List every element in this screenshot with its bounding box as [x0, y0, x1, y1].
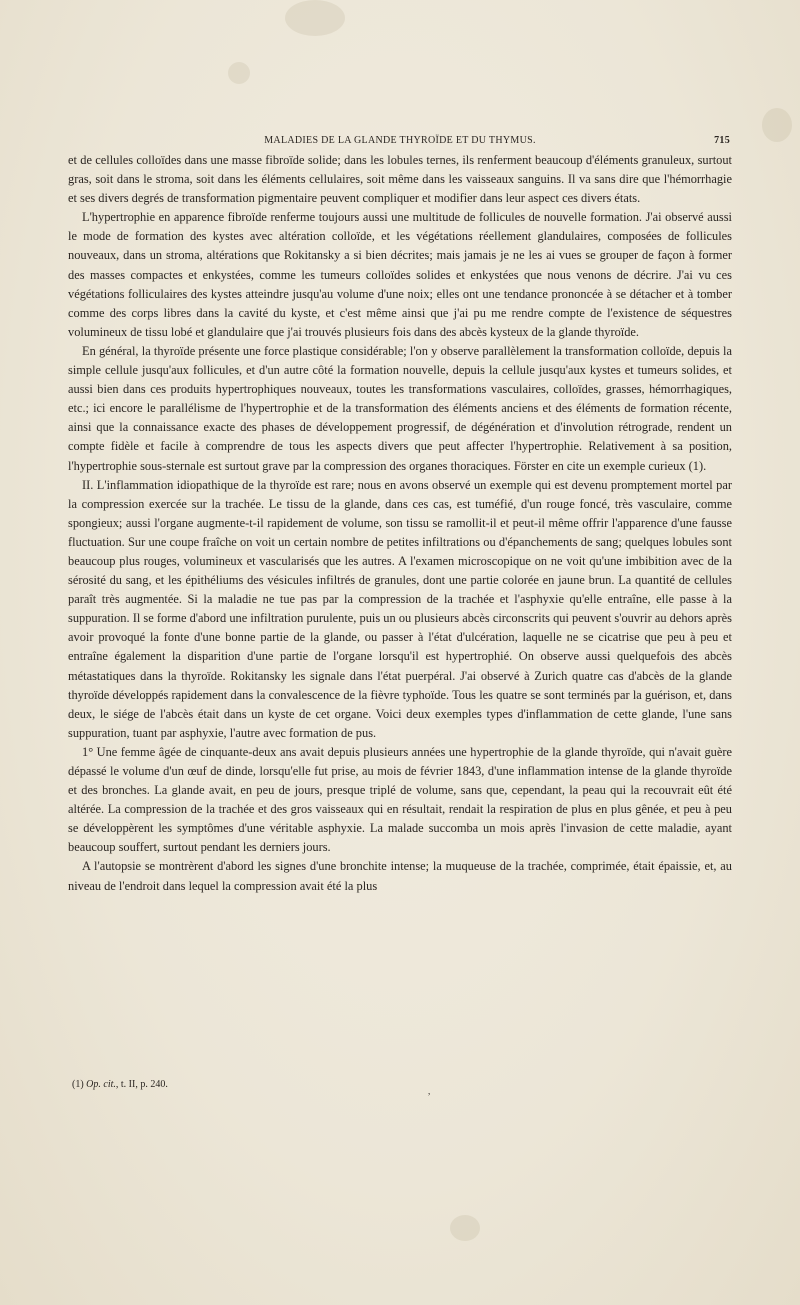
running-title: MALADIES DE LA GLANDE THYROÏDE ET DU THYMUS. — [264, 135, 536, 146]
paragraph: 1° Une femme âgée de cinquante-deux ans avait depuis plusieurs années une hypertrophie de la glande thyroïde, qui n'avait guère dépassé le volume d'un œuf de dinde, lorsqu'elle fut prise, au mois de février 1843, d'une inflammation intense de la glande thyroïde et des bronches. La glande avait, en peu de jours, presque triplé de volume, sans que, cependant, la peau qui la recouvrait eût été altérée. La compression de la trachée et des gros vaisseaux qui en résultait, rendait la respiration de plus en plus gênée, et peu à peu se développèrent les symptômes d'une véritable asphyxie. La malade succomba un mois après l'invasion de cette maladie, ayant beaucoup souffert, surtout pendant les derniers jours. — [68, 744, 732, 855]
paper-stain — [285, 0, 345, 36]
paper-stain — [228, 62, 250, 84]
footnote-number: (1) — [72, 1079, 84, 1090]
paragraph: En général, la thyroïde présente une force plastique considérable; l'on y observe parallèlement la transformation colloïde, depuis la simple cellule jusqu'aux follicules, et d'un autre côté la formation nouvelle, depuis la cellule jusqu'aux kystes et tumeurs solides, et aussi bien dans ces produits hypertrophiques nouveaux, toutes les transformations vasculaires, colloïdes, grasses, hémorrhagiques, etc.; ici encore le parallélisme de l'hypertrophie et de la transformation des éléments anciens et des éléments de formation récente, ainsi que la connaissance exacte des phases de développement progressif, de dégénération et d'involution rétrograde, rendent un compte fidèle et facile à comprendre de tous les aspects divers que peut affecter l'hypertrophie. Relativement à sa position, l'hypertrophie sous-sternale est surtout grave par la compression des organes thoraciques. Förster en cite un exemple curieux (1). — [68, 343, 732, 473]
page-number: 715 — [714, 135, 730, 146]
paragraph: L'hypertrophie en apparence fibroïde renferme toujours aussi une multitude de follicules de nouvelle formation. J'ai observé aussi le mode de formation des kystes avec altération colloïde, et les végétations réellement glandulaires, composées de follicules nouveaux, dans un stroma, altérations que Rokitansky a si bien décrites; mais jamais je ne les ai vues se grouper de façon à former des masses compactes et enkystées, comme les tumeurs colloïdes solides et enkystées que nous venons de décrire. J'ai vu ces végétations folliculaires des kystes atteindre jusqu'au volume d'une noix; elles ont une tendance prononcée à se détacher et à tomber comme des corps libres dans la cavité du kyste, et c'est même ainsi que j'ai pu me rendre compte de l'existence de séquestres volumineux de tissu lobé et glandulaire que j'ai trouvés plusieurs fois dans des abcès kysteux de la glande thyroïde. — [68, 210, 732, 339]
stray-mark: , — [428, 1086, 431, 1096]
paper-stain — [762, 108, 792, 142]
paragraph: A l'autopsie se montrèrent d'abord les signes d'une bronchite intense; la muqueuse de la trachée, comprimée, était épaissie, et, au niveau de l'endroit dans lequel la compression avait été la plus — [68, 859, 732, 893]
footnote-detail: , t. II, p. 240. — [115, 1079, 168, 1090]
running-header — [68, 135, 732, 151]
paper-stain — [450, 1215, 480, 1241]
footnote-reference: Op. cit. — [86, 1079, 116, 1090]
paragraph: II. L'inflammation idiopathique de la thyroïde est rare; nous en avons observé un exemple qui est devenu promptement mortel par la compression exercée sur la trachée. Le tissu de la glande, dans ces cas, est tuméfié, d'un rouge foncé, très vasculaire, comme spongieux; aussi l'organe augmente-t-il rapidement de volume, son tissu se ramollit-il et peut-il même offrir l'apparence d'une fausse fluctuation. Sur une coupe fraîche on voit un certain nombre de petites infiltrations ou d'épanchements de sang; quelques lobules sont beaucoup plus rouges, volumineux et vascularisés que les autres. A l'examen microscopique on ne voit qu'une imbibition avec de la sérosité du sang, et les épithéliums des vésicules infiltrés de granules, dont une partie colorée en jaune brun. La quantité de cellules paraît très augmentée. Si la maladie ne tue pas par la compression de la trachée et l'asphyxie qu'elle entraîne, elle passe à la suppuration. Il se forme d'abord une infiltration purulente, puis un ou plusieurs abcès circonscrits qui peuvent s'ouvrir au dehors après avoir provoqué la fonte d'une bonne partie de la glande, ou passer à l'état d'ulcération, laquelle ne se cicatrise que peu à peu et entraîne également la disparition d'une partie de l'organe lorsqu'il est hypertrophié. On observe aussi quelquefois des abcès métastatiques dans la thyroïde. Rokitansky les signale dans l'état puerpéral. J'ai observé à Zurich quatre cas d'abcès de la glande thyroïde développés rapidement dans la convalescence de la fièvre typhoïde. Tous les quatre se sont terminés par la guérison, et, dans deux, le siége de l'abcès était dans un kyste de cet organe. Voici deux exemples types d'inflammation de cette glande, l'une sans suppuration, tuant par asphyxie, l'autre avec formation de pus. — [68, 477, 732, 740]
body-text — [68, 151, 732, 896]
footnote — [72, 1079, 168, 1090]
paragraph: et de cellules colloïdes dans une masse fibroïde solide; dans les lobules ternes, ils renferment beaucoup d'éléments granuleux, surtout gras, soit dans le stroma, soit dans les éléments cellulaires, soit même dans les vaisseaux sanguins. Il va sans dire que l'hémorrhagie et ses divers degrés de transformation pigmentaire peuvent compliquer et modifier dans leur aspect ces divers états. — [68, 153, 732, 206]
